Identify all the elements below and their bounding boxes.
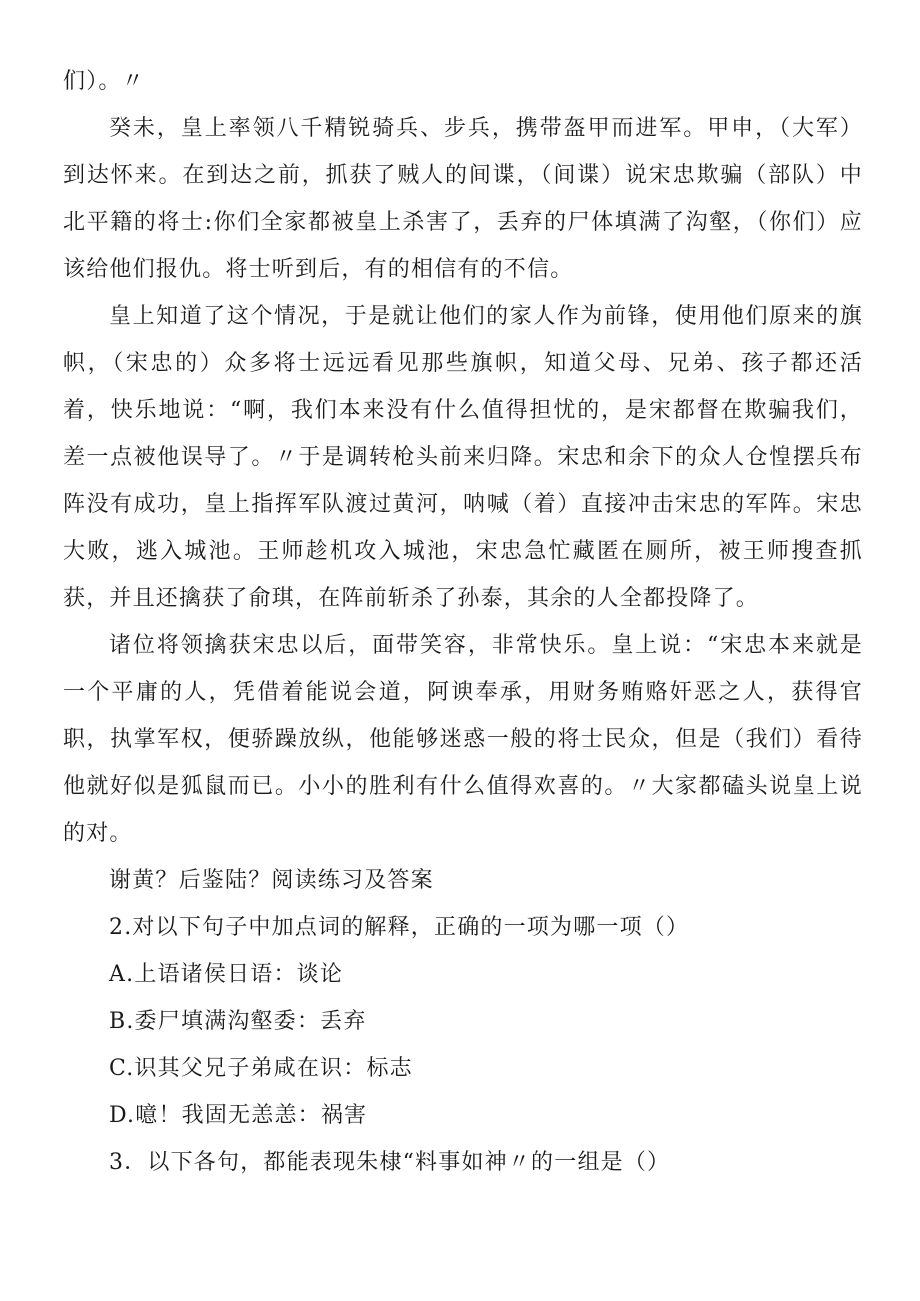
option-c: C.识其父兄子弟咸在识：标志 — [109, 1056, 413, 1081]
option-a: A.上语诸侯日语：谈论 — [109, 962, 344, 987]
paragraph-march-to-huailai: 癸未，皇上率领八千精锐骑兵、步兵，携带盔甲而进军。甲申，（大军）到达怀来。在到达之前，抓获了贼人的间谍，（间谍）说宋忠欺骗（部队）中北平籍的将士:你们全家都被皇上杀害了，丢弃的尸体填满了沟壑，（你们）应该给他们报仇。将士听到后，有的相信有的不信。 — [63, 116, 863, 282]
paragraph-emperor-remarks: 诸位将领擒获宋忠以后，面带笑容，非常快乐。皇上说：“宋忠本来就是一个平庸的人，凭借着能说会道，阿谀奉承，用财务贿赂奸恶之人，获得官职，执掌军权，便骄躁放纵，他能够迷惑一般的将士民众，但是（我们）看待他就好似是狐鼠而已。小小的胜利有什么值得欢喜的。〃大家都磕头说皇上说的对。 — [63, 633, 863, 846]
option-b: B.委尸填满沟壑委：丢弃 — [109, 1009, 367, 1034]
paragraph-defeat-of-song-zhong: 皇上知道了这个情况，于是就让他们的家人作为前锋，使用他们原来的旗帜，（宋忠的）众多将士远远看见那些旗帜，知道父母、兄弟、孩子都还活着，快乐地说：“啊，我们本来没有什么值得担忧的，是宋都督在欺骗我们，差一点被他误导了。〃于是调转枪头前来归降。宋忠和余下的众人仓惶摆兵布阵没有成功，皇上指挥军队渡过黄河，呐喊（着）直接冲击宋忠的军阵。宋忠大败，逃入城池。王师趁机攻入城池，宋忠急忙藏匿在厕所，被王师搜查抓获，并且还擒获了俞琪，在阵前斩杀了孙泰，其余的人全都投降了。 — [63, 304, 863, 611]
section-heading-exercises: 谢黄？后鉴陆？阅读练习及答案 — [109, 868, 434, 893]
option-d: D.噫！我固无恙恙：祸害 — [109, 1103, 368, 1128]
question-2: 2.对以下句子中加点词的解释，正确的一项为哪一项（） — [109, 915, 690, 940]
paragraph-continuation: 们）。〃 — [63, 69, 145, 94]
question-3: 3．以下各句，都能表现朱棣“料事如神〃的一组是（） — [109, 1150, 671, 1175]
document-body — [63, 58, 863, 1186]
